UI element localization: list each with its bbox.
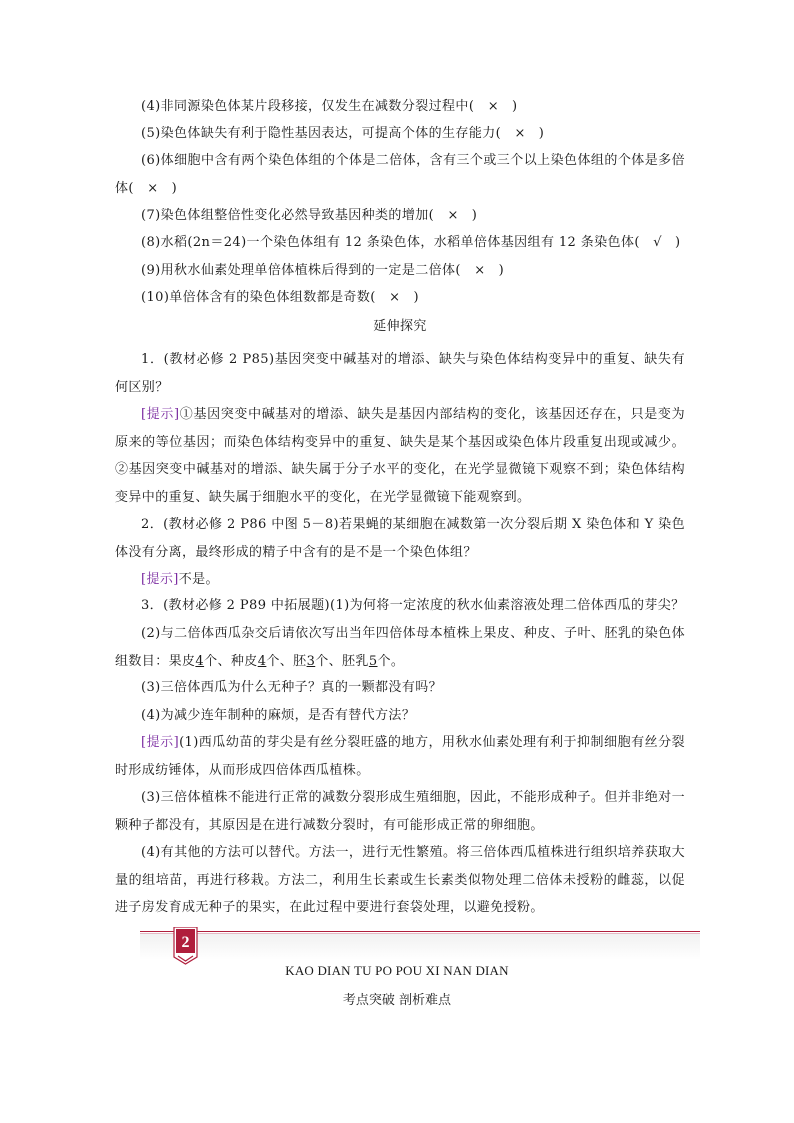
judgement-9: (9)用秋水仙素处理单倍体植株后得到的一定是二倍体( × )	[141, 263, 505, 278]
blank-endosperm: 5	[368, 653, 378, 669]
judgement-6: (6)体细胞中含有两个染色体组的个体是二倍体，含有三个或三个以上染色体组的个体是多倍体( × )	[115, 153, 685, 196]
answer-3-1: [提示](1)西瓜幼苗的芽尖是有丝分裂旺盛的地方，用秋水仙素处理有利于抑制细胞有丝分裂时形成纺锤体，从而形成四倍体西瓜植株。	[115, 735, 686, 778]
banner-title: 考点突破 剖析难点	[342, 993, 452, 1008]
question-3-2: (2)与二倍体西瓜杂交后请依次写出当年四倍体母本植株上果皮、种皮、子叶、胚乳的染色体组数目：果皮4个、种皮4个、胚3个、胚乳5个。	[115, 626, 685, 669]
question-2: 2．(教材必修 2 P86 中图 5－8)若果蝇的某细胞在减数第一次分裂后期 X 染色体和 Y 染色体没有分离，最终形成的精子中含有的是不是一个染色体组？	[115, 517, 685, 560]
section-title: 延伸探究	[373, 319, 427, 334]
answer-2: [提示]不是。	[141, 572, 219, 587]
answer-1: [提示]①基因突变中碱基对的增添、缺失是基因内部结构的变化，该基因还存在，只是变为原来的等位基因；而染色体结构变异中的重复、缺失是某个基因或染色体片段重复出现或减少。②基因突变中碱基对的增添、缺失属于分子水平的变化，在光学显微镜下观察不到；染色体结构变异中的重复、缺失属于细胞水平的变化，在光学显微镜下能观察到。	[115, 407, 685, 505]
judgement-7: (7)染色体组整倍性变化必然导致基因种类的增加( × )	[141, 208, 478, 223]
blank-seedcoat: 4	[257, 653, 267, 669]
hint-label: [提示]	[141, 572, 179, 587]
section-number: 2	[181, 934, 190, 951]
answer-3-3: (3)三倍体植株不能进行正常的减数分裂形成生殖细胞，因此，不能形成种子。但并非绝对一颗种子都没有，其原因是在进行减数分裂时，有可能形成正常的卵细胞。	[115, 790, 685, 833]
judgement-5: (5)染色体缺失有利于隐性基因表达，可提高个体的生存能力( × )	[141, 126, 545, 141]
banner-shadow	[140, 934, 700, 960]
banner-pinyin: KAO DIAN TU PO POU XI NAN DIAN	[285, 963, 509, 978]
question-3-1: 3．(教材必修 2 P89 中拓展题)(1)为何将一定浓度的秋水仙素溶液处理二倍体西瓜的芽尖？	[141, 598, 685, 613]
blank-embryo: 3	[306, 653, 316, 669]
question-3-4: (4)为减少连年制种的麻烦，是否有替代方法？	[141, 708, 416, 723]
hint-label: [提示]	[141, 407, 180, 422]
blank-pericarp: 4	[195, 653, 205, 669]
hint-label: [提示]	[141, 735, 180, 750]
banner-rule-light	[140, 933, 700, 934]
question-3-3: (3)三倍体西瓜为什么无种子？真的一颗都没有吗？	[141, 680, 443, 695]
question-1: 1．(教材必修 2 P85)基因突变中碱基对的增添、缺失与染色体结构变异中的重复、缺失有何区别？	[115, 352, 685, 395]
section-number-badge	[173, 927, 198, 965]
judgement-10: (10)单倍体含有的染色体组数都是奇数( × )	[141, 290, 419, 305]
banner-rule	[140, 931, 700, 932]
answer-3-4: (4)有其他的方法可以替代。方法一，进行无性繁殖。将三倍体西瓜植株进行组织培养获取大量的组培苗，再进行移栽。方法二，利用生长素或生长素类似物处理二倍体未授粉的雌蕊，以促进子房发育成无种子的果实，在此过程中要进行套袋处理，以避免授粉。	[115, 845, 685, 915]
judgement-8: (8)水稻(2n＝24)一个染色体组有 12 条染色体，水稻单倍体基因组有 12 条染色体( √ )	[141, 235, 681, 250]
judgement-4: (4)非同源染色体某片段移接，仅发生在减数分裂过程中( × )	[141, 99, 518, 114]
